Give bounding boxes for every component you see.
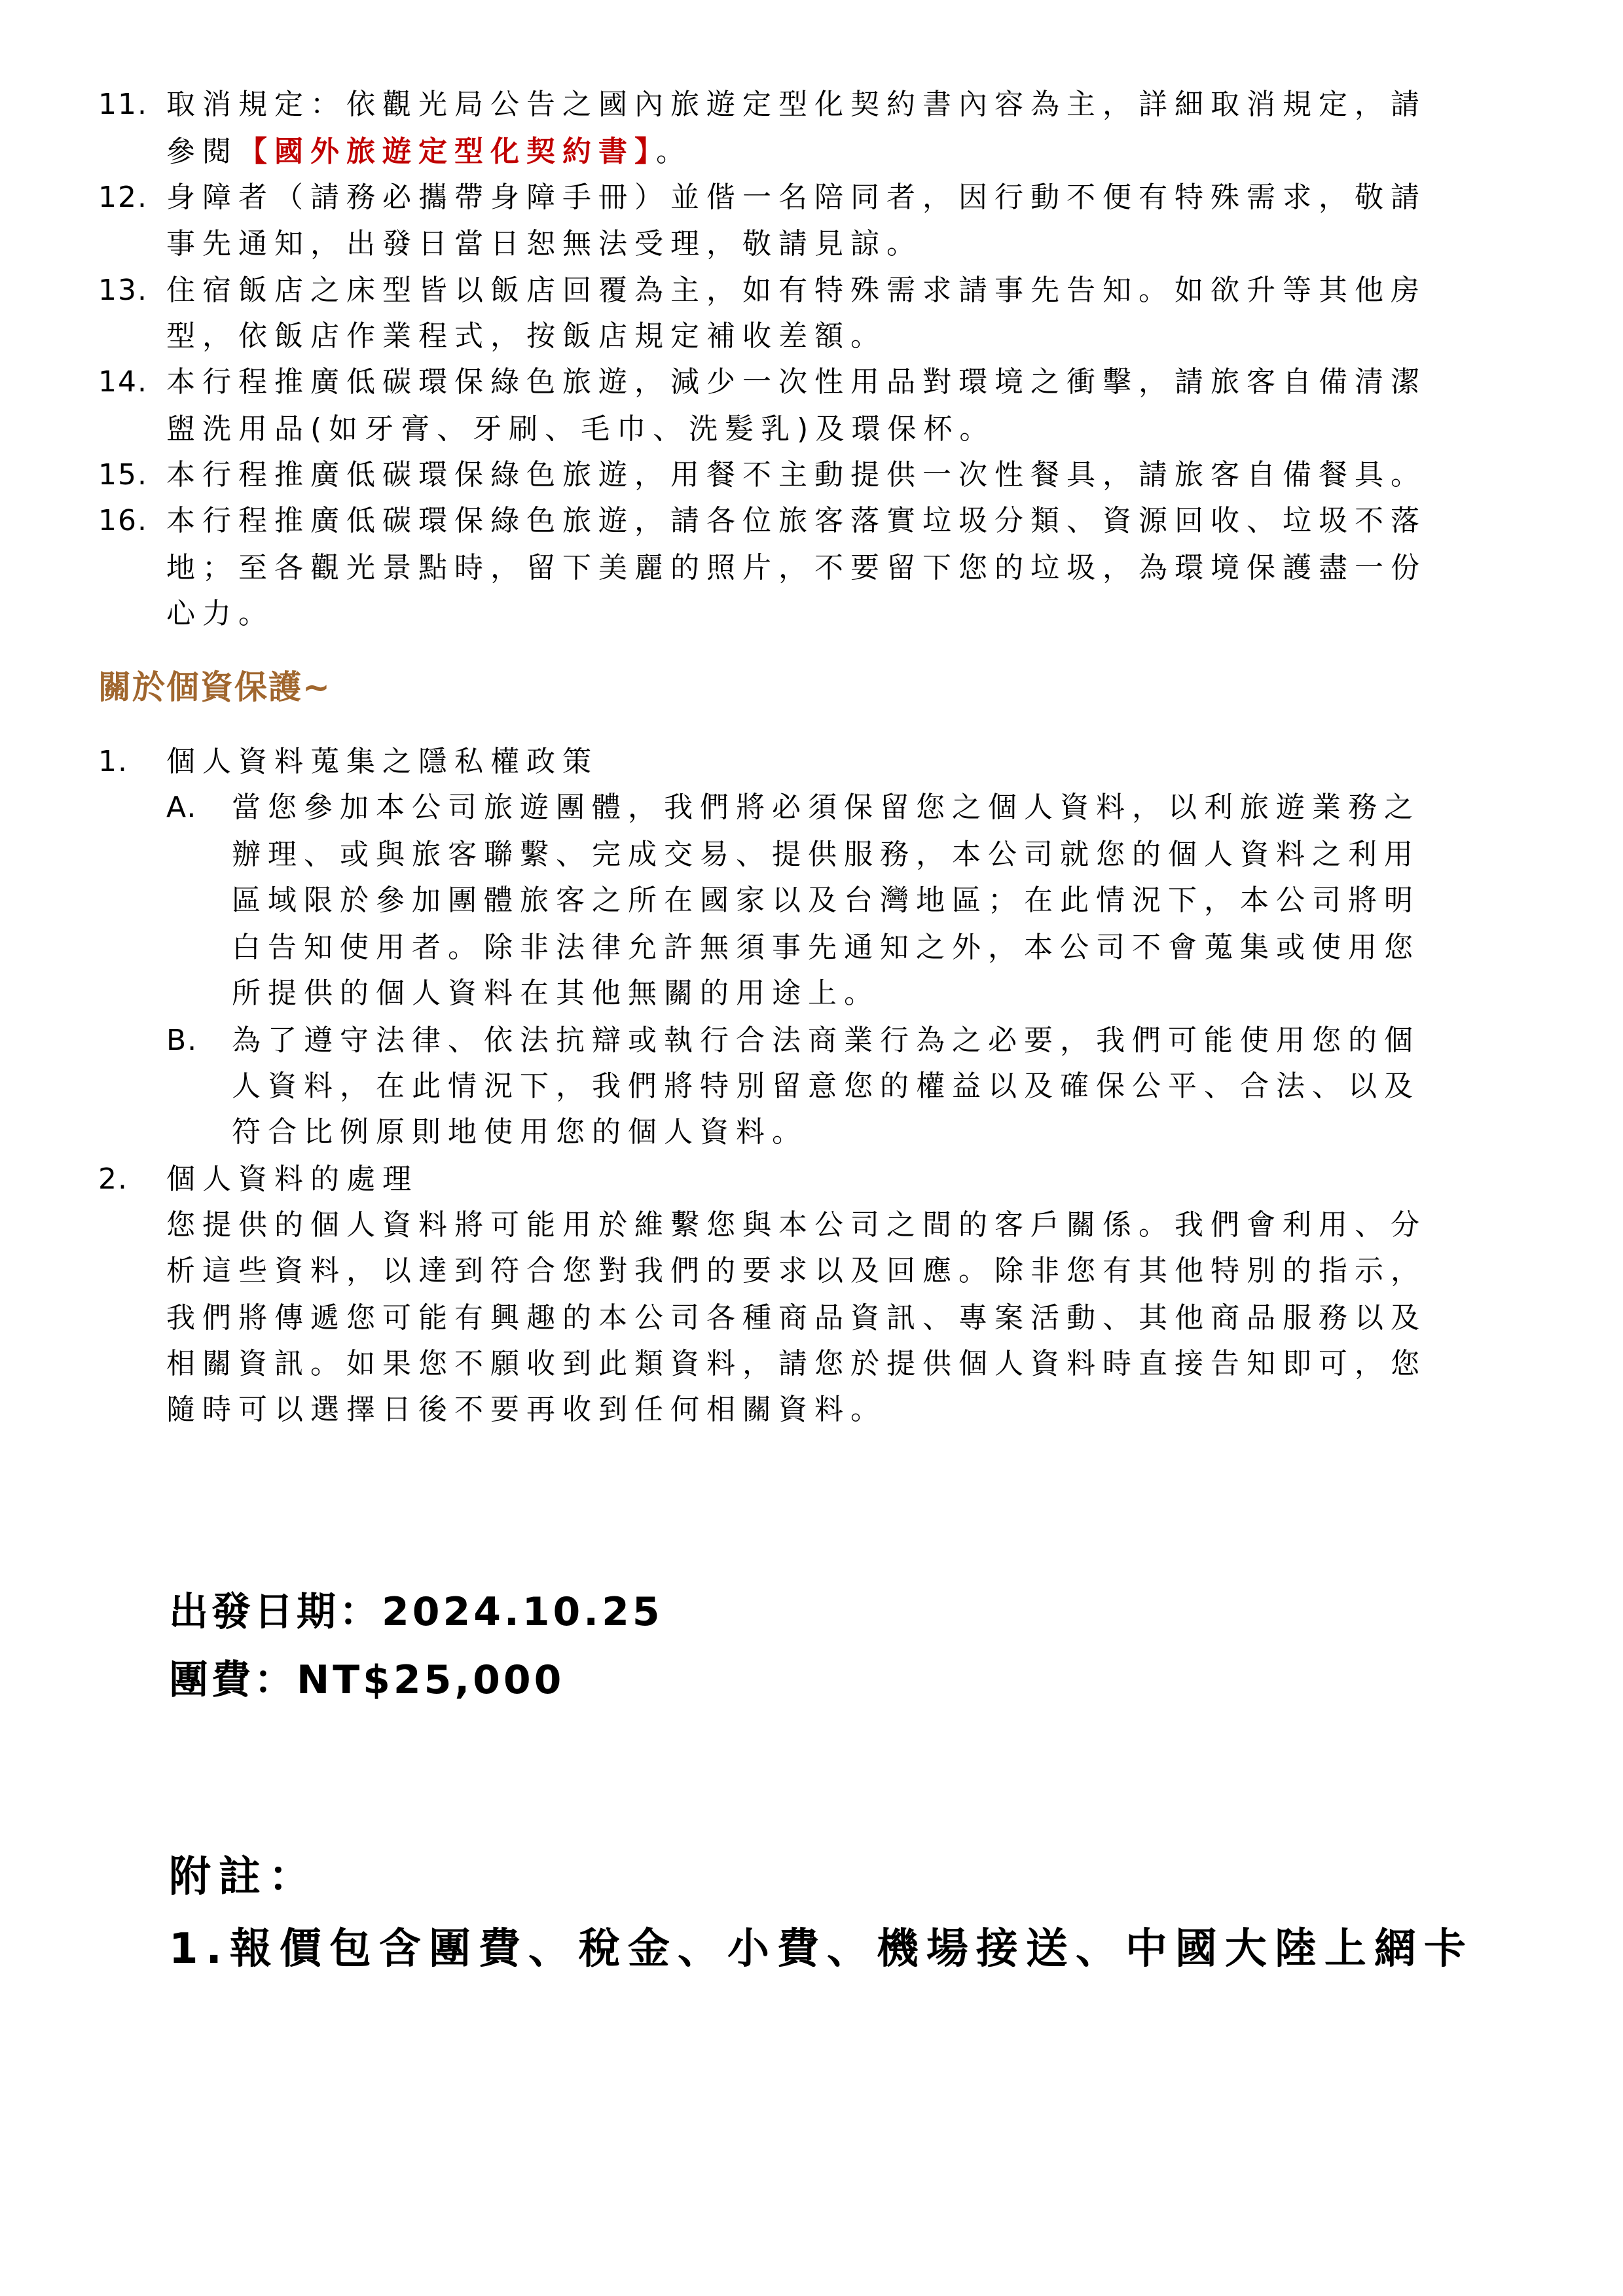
privacy-section-1-title: 個人資料蒐集之隱私權政策: [166, 745, 598, 778]
tour-fee-value: NT$25,000: [297, 1657, 565, 1703]
section-2-line-1: 您提供的個人資料將可能用於維繫您與本公司之間的客戶關係。我們會利用、分: [166, 1208, 1427, 1242]
section-2-line-2: 析這些資料，以達到符合您對我們的要求以及回應。除非您有其他特別的指示，: [166, 1254, 1427, 1287]
departure-date-value: 2024.10.25: [382, 1589, 663, 1635]
contract-link[interactable]: 【國外旅遊定型化契約書】: [238, 135, 656, 168]
note-11-prefix: 參閱: [166, 135, 238, 168]
subitem-b-line-1: 為了遵守法律、依法抗辯或執行合法商業行為之必要，我們可能使用您的個: [232, 1024, 1420, 1057]
subitem-a-line-2: 辦理、或與旅客聯繫、完成交易、提供服務，本公司就您的個人資料之利用: [232, 838, 1420, 871]
note-12-line-2: 事先通知，出發日當日恕無法受理，敬請見諒。: [166, 227, 922, 260]
privacy-section-1-number: 1.: [98, 745, 128, 778]
subitem-a-line-4: 白告知使用者。除非法律允許無須事先通知之外，本公司不會蒐集或使用您: [232, 931, 1420, 964]
subitem-a-line-3: 區域限於參加團體旅客之所在國家以及台灣地區；在此情況下，本公司將明: [232, 884, 1420, 917]
remarks-label: 附註：: [169, 1853, 318, 1901]
subitem-b-label: B.: [166, 1024, 198, 1057]
section-2-line-5: 隨時可以選擇日後不要再收到任何相關資料。: [166, 1393, 886, 1426]
note-11-line-1: 取消規定：依觀光局公告之國內旅遊定型化契約書內容為主，詳細取消規定，請: [166, 88, 1427, 121]
note-15-line-1: 本行程推廣低碳環保綠色旅遊，用餐不主動提供一次性餐具，請旅客自備餐具。: [166, 458, 1427, 492]
subitem-b-line-3: 符合比例原則地使用您的個人資料。: [232, 1115, 808, 1149]
section-2-line-4: 相關資訊。如果您不願收到此類資料，請您於提供個人資料時直接告知即可，您: [166, 1347, 1427, 1380]
note-16-line-2: 地；至各觀光景點時，留下美麗的照片，不要留下您的垃圾，為環境保護盡一份: [166, 551, 1427, 584]
subitem-a-line-1: 當您參加本公司旅遊團體，我們將必須保留您之個人資料，以利旅遊業務之: [232, 791, 1420, 824]
note-16-line-1: 本行程推廣低碳環保綠色旅遊，請各位旅客落實垃圾分類、資源回收、垃圾不落: [166, 504, 1427, 537]
tour-fee-label: 團費：: [169, 1657, 297, 1703]
note-14-line-1: 本行程推廣低碳環保綠色旅遊，減少一次性用品對環境之衝擊，請旅客自備清潔: [166, 365, 1427, 399]
privacy-section-2-title: 個人資料的處理: [166, 1162, 418, 1196]
note-13-line-1: 住宿飯店之床型皆以飯店回覆為主，如有特殊需求請事先告知。如欲升等其他房: [166, 274, 1427, 307]
note-number-11: 11.: [98, 88, 148, 121]
note-number-15: 15.: [98, 458, 148, 492]
note-14-line-2: 盥洗用品(如牙膏、牙刷、毛巾、洗髮乳)及環保杯。: [166, 412, 996, 446]
subitem-b-line-2: 人資料，在此情況下，我們將特別留意您的權益以及確保公平、合法、以及: [232, 1069, 1420, 1103]
subitem-a-line-5: 所提供的個人資料在其他無關的用途上。: [232, 977, 880, 1010]
note-number-14: 14.: [98, 365, 148, 399]
subitem-a-label: A.: [166, 791, 198, 824]
departure-date-row: [169, 1583, 663, 1641]
note-16-line-3: 心力。: [166, 597, 274, 630]
note-11-suffix: 。: [656, 135, 692, 168]
remarks-item-1: 1.報價包含團費、稅金、小費、機場接送、中國大陸上網卡: [169, 1925, 1474, 1973]
privacy-heading: 關於個資保護~: [98, 668, 331, 706]
note-number-16: 16.: [98, 504, 148, 537]
note-11-line-2: [166, 128, 692, 175]
tour-fee-row: [169, 1651, 564, 1710]
note-number-13: 13.: [98, 274, 148, 307]
note-13-line-2: 型，依飯店作業程式，按飯店規定補收差額。: [166, 319, 886, 353]
section-2-line-3: 我們將傳遞您可能有興趣的本公司各種商品資訊、專案活動、其他商品服務以及: [166, 1301, 1427, 1335]
departure-date-label: 出發日期：: [169, 1589, 382, 1635]
note-number-12: 12.: [98, 181, 148, 214]
note-12-line-1: 身障者（請務必攜帶身障手冊）並偕一名陪同者，因行動不便有特殊需求，敬請: [166, 181, 1427, 214]
privacy-section-2-number: 2.: [98, 1162, 128, 1196]
